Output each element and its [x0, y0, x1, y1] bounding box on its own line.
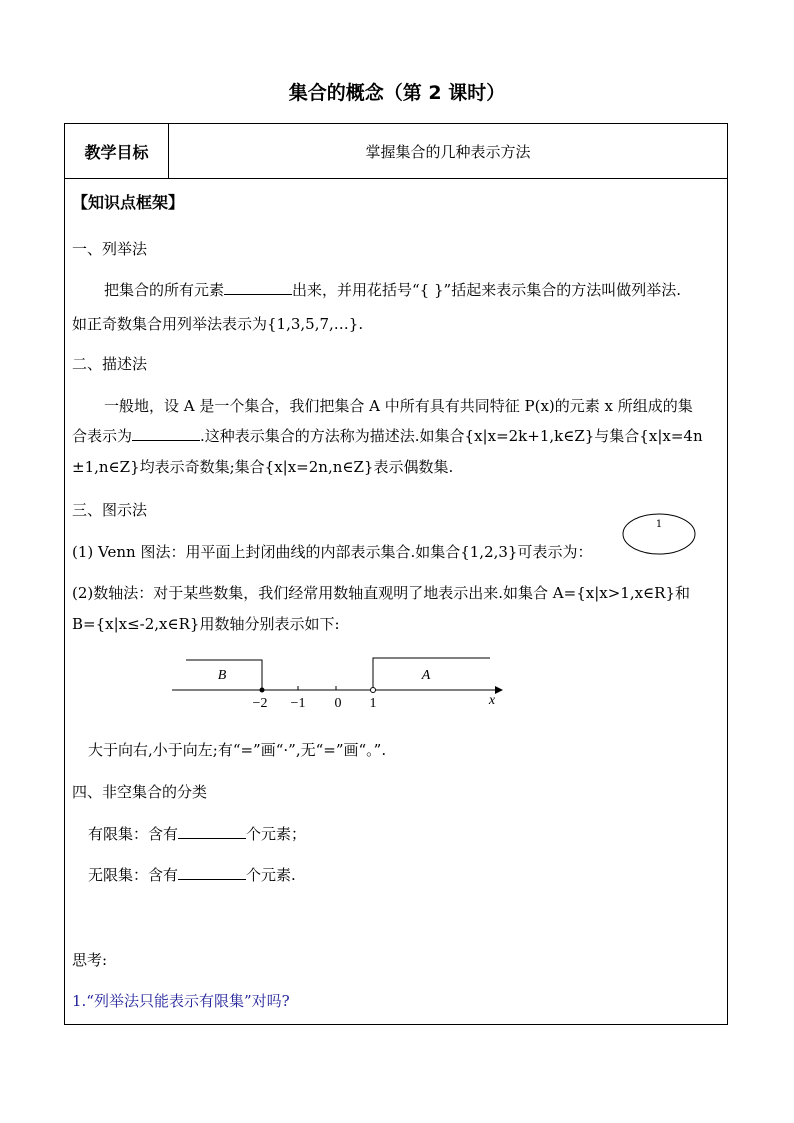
- infinite-text-b: 个元素.: [246, 866, 296, 884]
- framework-heading: 【知识点框架】: [72, 193, 185, 212]
- tick-label: −1: [290, 696, 306, 711]
- hollow-dot: [371, 688, 376, 693]
- objective-row: [65, 124, 727, 179]
- think-label: 思考:: [72, 951, 108, 969]
- venn-text: (1) Venn 图法：用平面上封闭曲线的内部表示集合.如集合{1,2,3}可表示为：: [72, 543, 593, 561]
- section-1-paragraph-1: [104, 279, 681, 300]
- direction-rule: 大于向右,小于向左;有“=”画“·”,无“=”画“。”.: [88, 741, 387, 759]
- section-3-heading: 三、图示法: [72, 501, 148, 519]
- section-1-paragraph-2: 如正奇数集合用列举法表示为{1,3,5,7,…}.: [72, 315, 364, 333]
- section-2-paragraph-1: 一般地，设 A 是一个集合，我们把集合 A 中所有具有共同特征 P(x)的元素 x 所组成的集: [104, 397, 693, 415]
- fill-blank: [178, 865, 246, 880]
- section-4-heading: 四、非空集合的分类: [72, 783, 208, 801]
- section-2-heading: 二、描述法: [72, 355, 148, 373]
- lesson-table: [64, 123, 728, 1025]
- section-2-paragraph-3: ±1,n∈Z}均表示奇数集;集合{x|x=2n,n∈Z}表示偶数集.: [72, 458, 454, 476]
- set-b-label: B: [217, 668, 227, 683]
- section-2-text-b: .这种表示集合的方法称为描述法.如集合{x|x=2k+1,k∈Z}与集合{x|x=4n: [200, 427, 703, 445]
- tick-label: −2: [252, 696, 268, 711]
- axis-text-1: (2)数轴法：对于某些数集，我们经常用数轴直观明了地表示出来.如集合 A={x|x>1,x∈R}和: [72, 584, 690, 602]
- section-1-text-b: 出来，并用花括号“{ }”括起来表示集合的方法叫做列举法.: [292, 281, 681, 299]
- section-1-text-a: 把集合的所有元素: [104, 281, 225, 299]
- set-a-label: A: [421, 668, 431, 683]
- think-question-1: 1.“列举法只能表示有限集”对吗?: [72, 992, 290, 1010]
- number-line-diagram: [170, 650, 510, 714]
- solid-dot: [260, 688, 265, 693]
- tick-label: 1: [369, 696, 377, 711]
- venn-diagram: [622, 513, 696, 555]
- fill-blank: [224, 280, 292, 295]
- set-a-bracket: [373, 658, 490, 690]
- section-2-paragraph-2: [72, 425, 703, 446]
- section-1-heading: 一、列举法: [72, 240, 148, 258]
- tick-label: 0: [334, 696, 342, 711]
- page-title: 集合的概念（第 2 课时）: [288, 82, 506, 104]
- infinite-set-line: [88, 864, 296, 885]
- axis-variable-label: x: [488, 693, 496, 708]
- finite-text-a: 有限集：含有: [88, 825, 179, 843]
- objective-label: 教学目标: [65, 124, 169, 178]
- objective-value: 掌握集合的几种表示方法: [365, 142, 531, 161]
- section-2-text-a: 合表示为: [72, 427, 133, 445]
- axis-arrow: [495, 686, 503, 694]
- axis-text-2: B={x|x≤-2,x∈R}用数轴分别表示如下:: [72, 615, 340, 633]
- finite-set-line: [88, 823, 306, 844]
- venn-label: 1: [655, 519, 663, 530]
- fill-blank: [132, 426, 200, 441]
- finite-text-b: 个元素；: [246, 825, 307, 843]
- infinite-text-a: 无限集：含有: [88, 866, 179, 884]
- fill-blank: [178, 824, 246, 839]
